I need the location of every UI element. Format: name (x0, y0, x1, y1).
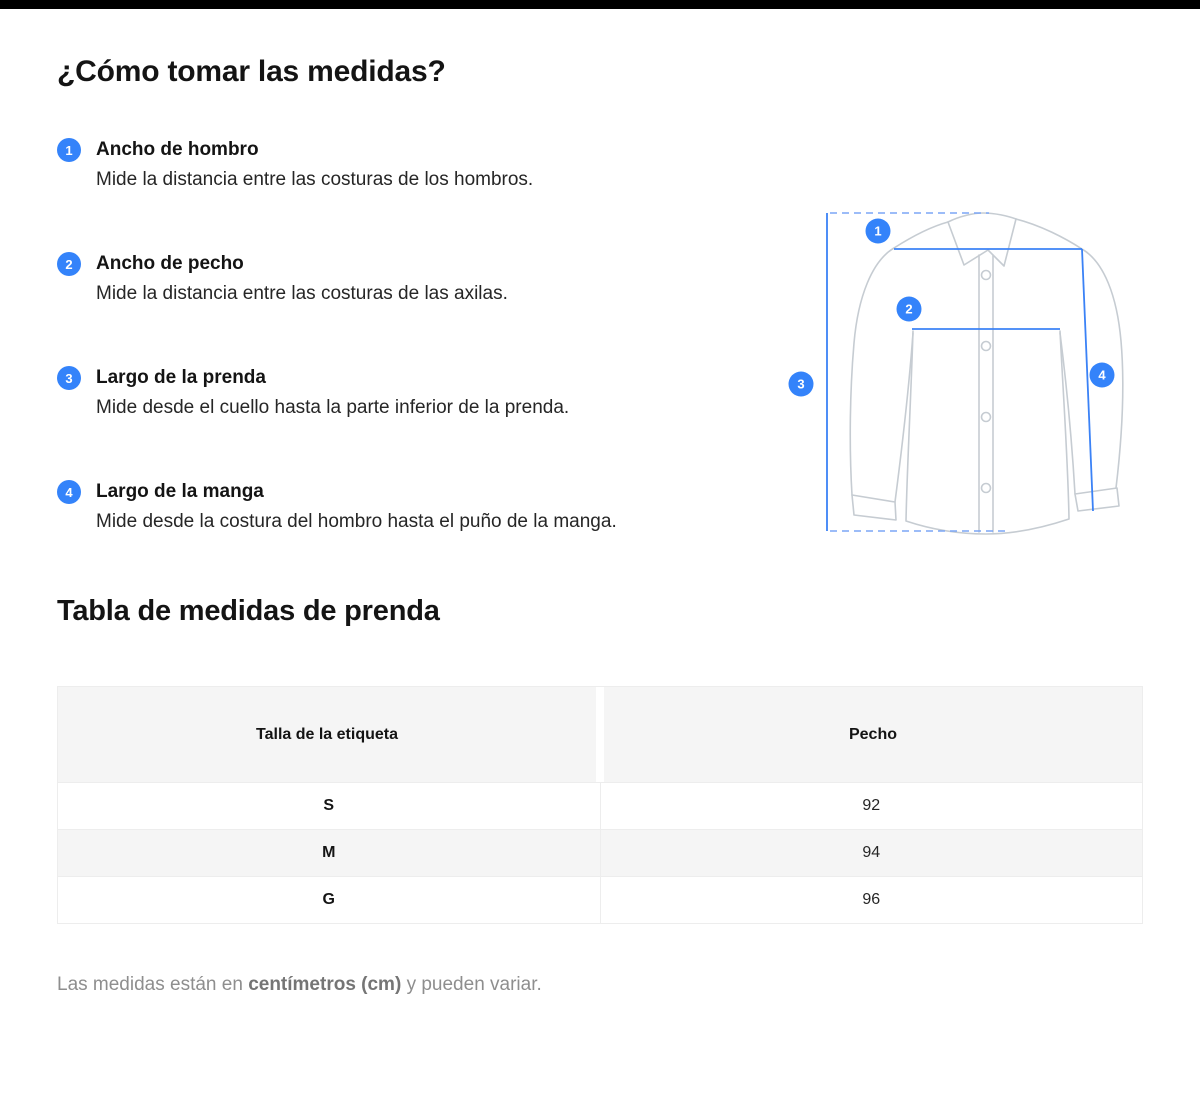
table-section-title: Tabla de medidas de prenda (57, 595, 440, 627)
shirt-measurement-diagram (778, 193, 1170, 555)
column-header-size: Talla de la etiqueta (58, 687, 596, 782)
table-row (58, 829, 1142, 876)
instruction-text (96, 479, 651, 535)
size-cell: M (322, 844, 336, 861)
chest-cell: 94 (600, 830, 1143, 876)
shirt-diagram-svg (778, 193, 1170, 555)
step-4-badge: 4 (57, 480, 81, 504)
chest-cell: 92 (600, 783, 1143, 829)
table-row (58, 782, 1142, 829)
instruction-text (96, 137, 651, 193)
instruction-title: Largo de la manga (96, 481, 264, 502)
page-title: ¿Cómo tomar las medidas? (57, 55, 446, 88)
size-cell: G (322, 891, 335, 908)
table-row (58, 876, 1142, 923)
marker-1-number: 1 (874, 223, 882, 239)
marker-2-number: 2 (905, 301, 913, 317)
marker-4-number: 4 (1098, 367, 1106, 383)
size-cell: S (323, 797, 335, 814)
measurement-lines (827, 213, 1093, 531)
instruction-title: Ancho de hombro (96, 139, 259, 160)
chest-cell: 96 (600, 877, 1143, 923)
instruction-description: Mide la distancia entre las costuras de los hombros. (96, 169, 534, 190)
instruction-description: Mide desde la costura del hombro hasta el puño de la manga. (96, 511, 617, 532)
instruction-description: Mide desde el cuello hasta la parte inferior de la prenda. (96, 397, 570, 418)
step-3-badge: 3 (57, 366, 81, 390)
instruction-title: Largo de la prenda (96, 367, 266, 388)
instruction-title: Ancho de pecho (96, 253, 244, 274)
step-1-badge: 1 (57, 138, 81, 162)
size-table (57, 686, 1143, 924)
footnote-units: centímetros (cm) (248, 974, 402, 995)
instruction-text (96, 251, 651, 307)
units-footnote (57, 971, 1143, 998)
diagram-markers (789, 219, 1115, 397)
size-table-header (58, 687, 1142, 782)
column-header-chest: Pecho (604, 687, 1142, 782)
top-black-bar (0, 0, 1200, 9)
footnote-prefix: Las medidas están en (57, 974, 249, 995)
marker-3-number: 3 (797, 376, 805, 392)
instruction-description: Mide la distancia entre las costuras de las axilas. (96, 283, 508, 304)
step-2-badge: 2 (57, 252, 81, 276)
instruction-shoulder-width (57, 137, 1143, 193)
footnote-suffix: y pueden variar. (401, 974, 542, 995)
instruction-text (96, 365, 651, 421)
